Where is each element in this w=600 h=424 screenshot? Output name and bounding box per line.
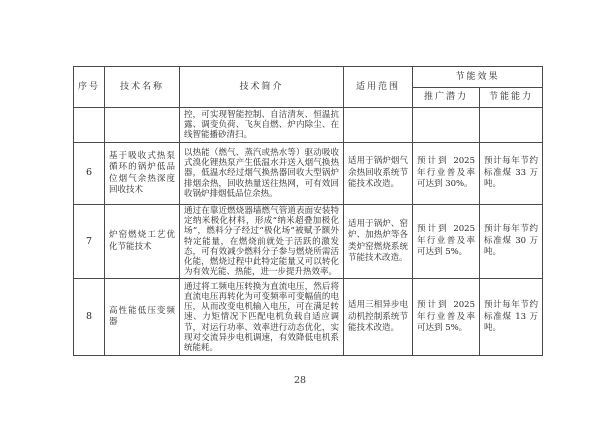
header-col-technology-name: 技术名称 <box>105 67 180 108</box>
cell-application-scope <box>344 108 413 143</box>
header-col-promotion-potential: 推广潜力 <box>413 88 480 108</box>
cell-saving-capacity: 预计每年节约标准煤 33 万吨。 <box>480 143 543 205</box>
cell-saving-capacity: 预计每年节约标准煤 13 万吨。 <box>480 279 543 356</box>
header-col-saving-capacity: 节能能力 <box>480 88 543 108</box>
table-header-row-top <box>74 67 543 88</box>
cell-serial-number <box>74 108 105 143</box>
cell-promotion-potential: 预计到 2025 年行业普及率可达到 5%。 <box>413 205 480 279</box>
cell-serial-number: 7 <box>74 205 105 279</box>
header-col-application-scope: 适用范围 <box>344 67 413 108</box>
table-row-continuation <box>74 108 543 143</box>
page-number: 28 <box>293 375 307 386</box>
cell-promotion-potential: 预计到 2025 年行业普及率可达到 5%。 <box>413 279 480 356</box>
cell-serial-number: 8 <box>74 279 105 356</box>
cell-serial-number: 6 <box>74 143 105 205</box>
cell-application-scope: 适用三相异步电动机控制系统节能技术改造。 <box>344 279 413 356</box>
cell-promotion-potential: 预计到 2025 年行业普及率可达到 30%。 <box>413 143 480 205</box>
cell-technology-name <box>105 108 180 143</box>
cell-technology-intro: 以热能（燃气、蒸汽或热水等）驱动吸收式溴化锂热泵产生低温水并送入烟气换热器，低温水经过烟气换热器回收大型锅炉排烟余热，回收热量送往热网，可有效回收锅炉排烟低品位余热。 <box>180 143 344 205</box>
cell-technology-intro: 控，可实现智能控制、自洁清灰、恒温抗露、调变负荷、飞灰自燃、炉内除尘、在线智能播砂清扫。 <box>180 108 344 143</box>
cell-technology-intro: 通过在靠近燃烧器墙燃气管道表面安装特定纳米极化材料，形成“纳米超叠加极化场”，燃料分子经过“极化场”被赋予额外特定能量，在燃烧前就处于活跃的激发态，可有效减少燃料分子参与燃烧所需活化能，燃烧过程中此特定能量又可以转化为有效光能、热能，进一步提升热效率。 <box>180 205 344 279</box>
table-row-6 <box>74 143 543 205</box>
cell-promotion-potential <box>413 108 480 143</box>
cell-technology-name: 炉窑燃烧工艺优化节能技术 <box>105 205 180 279</box>
cell-saving-capacity: 预计每年节约标准煤 30 万吨。 <box>480 205 543 279</box>
header-col-technology-intro: 技术简介 <box>180 67 344 108</box>
cell-technology-intro: 通过将工频电压转换为直流电压，然后将直流电压再转化为可变频率可变幅值的电压，从而改变电机输入电压，可在满足转速、力矩情况下匹配电机负载自适应调节，对运行功率、效率进行动态优化，实现对交流异步电机调速，有效降低电机系统能耗。 <box>180 279 344 356</box>
cell-application-scope: 适用于锅炉、窑炉、加热炉等各类炉窑燃烧系统节能技术改造。 <box>344 205 413 279</box>
cell-saving-capacity <box>480 108 543 143</box>
cell-technology-name: 高性能低压变频器 <box>105 279 180 356</box>
table-row-8 <box>74 279 543 356</box>
header-col-energy-saving-effect: 节能效果 <box>413 67 543 88</box>
table-row-7 <box>74 205 543 279</box>
cell-application-scope: 适用于锅炉烟气余热回收系统节能技术改造。 <box>344 143 413 205</box>
cell-technology-name: 基于吸收式热泵循环的锅炉低品位烟气余热深度回收技术 <box>105 143 180 205</box>
header-col-serial-number: 序号 <box>74 67 105 108</box>
energy-saving-technology-table <box>73 66 543 356</box>
